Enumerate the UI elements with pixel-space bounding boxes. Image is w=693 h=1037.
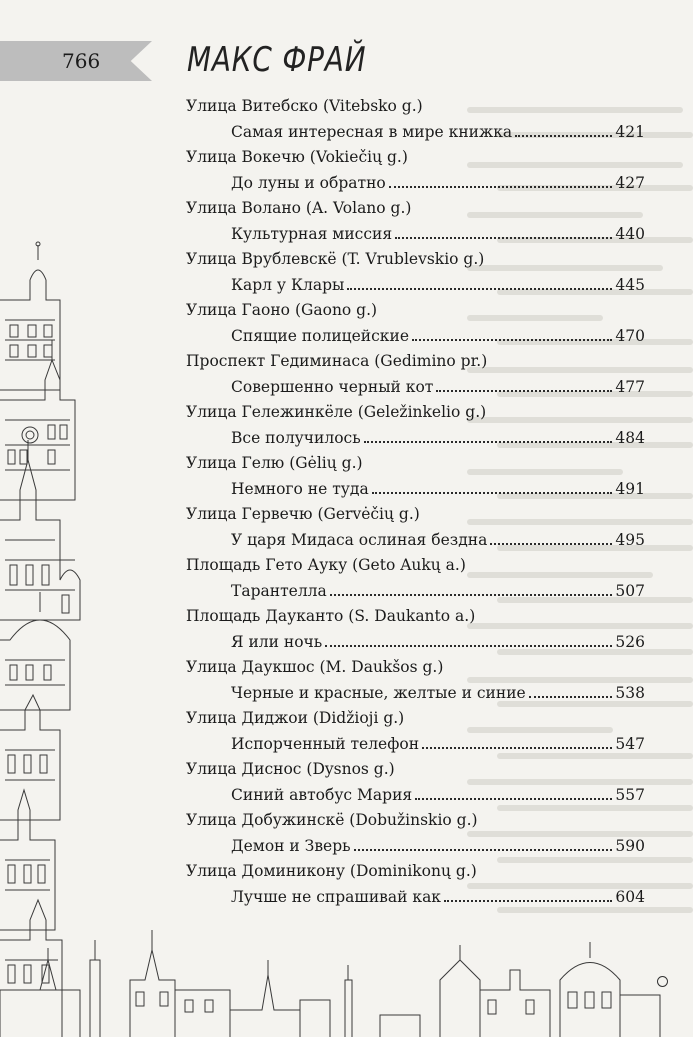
toc-story-title: Испорченный телефон bbox=[231, 735, 420, 753]
toc-street: Площадь Гето Ауку (Geto Aukų a.) bbox=[186, 556, 466, 574]
toc-story-title: Лучше не спрашивай как bbox=[231, 888, 441, 906]
toc-page-number: 440 bbox=[615, 225, 645, 243]
toc-page-number: 445 bbox=[615, 276, 645, 294]
toc-story-line bbox=[231, 887, 645, 909]
toc-story-line bbox=[231, 224, 645, 246]
toc-story-line bbox=[231, 530, 645, 552]
toc-page-number: 495 bbox=[615, 531, 645, 549]
toc-entry bbox=[186, 810, 646, 864]
left-skyline-illustration bbox=[0, 240, 100, 1037]
toc-page-number: 484 bbox=[615, 429, 645, 447]
toc-page-number: 507 bbox=[615, 582, 645, 600]
toc-street: Улица Вокечю (Vokiečių g.) bbox=[186, 148, 408, 166]
toc-story-line bbox=[231, 785, 645, 807]
toc-story-title: Синий автобус Мария bbox=[231, 786, 413, 804]
toc-entry bbox=[186, 402, 646, 456]
ornament-circle-icon bbox=[657, 976, 668, 987]
toc-story-title: Спящие полицейские bbox=[231, 327, 409, 345]
toc-page-number: 470 bbox=[615, 327, 645, 345]
toc-page-number: 547 bbox=[615, 735, 645, 753]
toc-entry bbox=[186, 759, 646, 813]
bottom-skyline-illustration bbox=[0, 920, 693, 1037]
toc-street: Улица Диснос (Dysnos g.) bbox=[186, 760, 395, 778]
toc-leader-dots bbox=[372, 479, 613, 494]
toc-leader-dots bbox=[354, 836, 613, 851]
toc-story-title: Самая интересная в мире книжка bbox=[231, 123, 513, 141]
toc-story-line bbox=[231, 377, 645, 399]
toc-story-line bbox=[231, 326, 645, 348]
toc-story-title: Карл у Клары bbox=[231, 276, 345, 294]
toc-story-title: Демон и Зверь bbox=[231, 837, 351, 855]
toc-leader-dots bbox=[490, 530, 612, 545]
toc-street: Улица Гелю (Gėlių g.) bbox=[186, 454, 363, 472]
toc-story-line bbox=[231, 632, 645, 654]
toc-street: Улица Волано (A. Volano g.) bbox=[186, 199, 412, 217]
toc-leader-dots bbox=[330, 581, 613, 596]
toc-street: Улица Добужинскё (Dobužinskio g.) bbox=[186, 811, 478, 829]
toc-leader-dots bbox=[415, 785, 612, 800]
toc-street: Проспект Гедиминаса (Gedimino pr.) bbox=[186, 352, 488, 370]
toc-story-line bbox=[231, 479, 645, 501]
toc-page-number: 604 bbox=[615, 888, 645, 906]
toc-page-number: 557 bbox=[615, 786, 645, 804]
toc-entry bbox=[186, 606, 646, 660]
toc-street: Улица Даукшос (M. Daukšos g.) bbox=[186, 658, 444, 676]
toc-entry bbox=[186, 708, 646, 762]
toc-story-title: Культурная миссия bbox=[231, 225, 393, 243]
toc-street: Улица Врублевскё (T. Vrublevskio g.) bbox=[186, 250, 485, 268]
toc-leader-dots bbox=[412, 326, 612, 341]
toc-street: Площадь Дауканто (S. Daukanto a.) bbox=[186, 607, 476, 625]
toc-leader-dots bbox=[436, 377, 612, 392]
toc-entry bbox=[186, 504, 646, 558]
running-title: МАКС ФРАЙ bbox=[187, 40, 367, 80]
toc-story-line bbox=[231, 734, 645, 756]
toc-street: Улица Витебско (Vitebsko g.) bbox=[186, 97, 423, 115]
toc-entry bbox=[186, 657, 646, 711]
toc-leader-dots bbox=[364, 428, 613, 443]
toc-page-number: 427 bbox=[615, 174, 645, 192]
toc-leader-dots bbox=[529, 683, 613, 698]
toc-story-line bbox=[231, 683, 645, 705]
toc-leader-dots bbox=[444, 887, 612, 902]
toc-story-line bbox=[231, 428, 645, 450]
toc-leader-dots bbox=[347, 275, 612, 290]
toc-entry bbox=[186, 300, 646, 354]
toc-story-title: Немного не туда bbox=[231, 480, 369, 498]
toc-leader-dots bbox=[389, 173, 613, 188]
toc-entry bbox=[186, 861, 646, 915]
toc-story-title: До луны и обратно bbox=[231, 174, 386, 192]
toc-story-line bbox=[231, 122, 645, 144]
toc-story-title: У царя Мидаса ослиная бездна bbox=[231, 531, 488, 549]
toc-page-number: 526 bbox=[615, 633, 645, 651]
toc-entry bbox=[186, 351, 646, 405]
toc-page-number: 590 bbox=[615, 837, 645, 855]
page-number: 766 bbox=[62, 49, 101, 73]
toc-entry bbox=[186, 453, 646, 507]
toc-page-number: 477 bbox=[615, 378, 645, 396]
toc-street: Улица Гележинкёле (Geležinkelio g.) bbox=[186, 403, 487, 421]
toc-street: Улица Гервечю (Gervėčių g.) bbox=[186, 505, 420, 523]
toc-leader-dots bbox=[325, 632, 612, 647]
toc-entry bbox=[186, 96, 646, 150]
toc-leader-dots bbox=[395, 224, 612, 239]
toc-entry bbox=[186, 147, 646, 201]
toc-leader-dots bbox=[515, 122, 612, 137]
toc-page-number: 491 bbox=[615, 480, 645, 498]
toc-leader-dots bbox=[422, 734, 612, 749]
toc-story-line bbox=[231, 581, 645, 603]
toc-story-title: Черные и красные, желтые и синие bbox=[231, 684, 526, 702]
toc-entry bbox=[186, 249, 646, 303]
toc-story-title: Тарантелла bbox=[231, 582, 327, 600]
toc-story-title: Я или ночь bbox=[231, 633, 323, 651]
toc-entry bbox=[186, 198, 646, 252]
toc-entry bbox=[186, 555, 646, 609]
toc-story-title: Совершенно черный кот bbox=[231, 378, 434, 396]
toc-street: Улица Диджои (Didžioji g.) bbox=[186, 709, 405, 727]
toc-street: Улица Гаоно (Gaono g.) bbox=[186, 301, 378, 319]
toc-story-line bbox=[231, 836, 645, 858]
toc-street: Улица Доминикону (Dominikonų g.) bbox=[186, 862, 477, 880]
toc-page-number: 538 bbox=[615, 684, 645, 702]
toc-page-number: 421 bbox=[615, 123, 645, 141]
toc-story-line bbox=[231, 173, 645, 195]
toc-story-title: Все получилось bbox=[231, 429, 361, 447]
toc-story-line bbox=[231, 275, 645, 297]
